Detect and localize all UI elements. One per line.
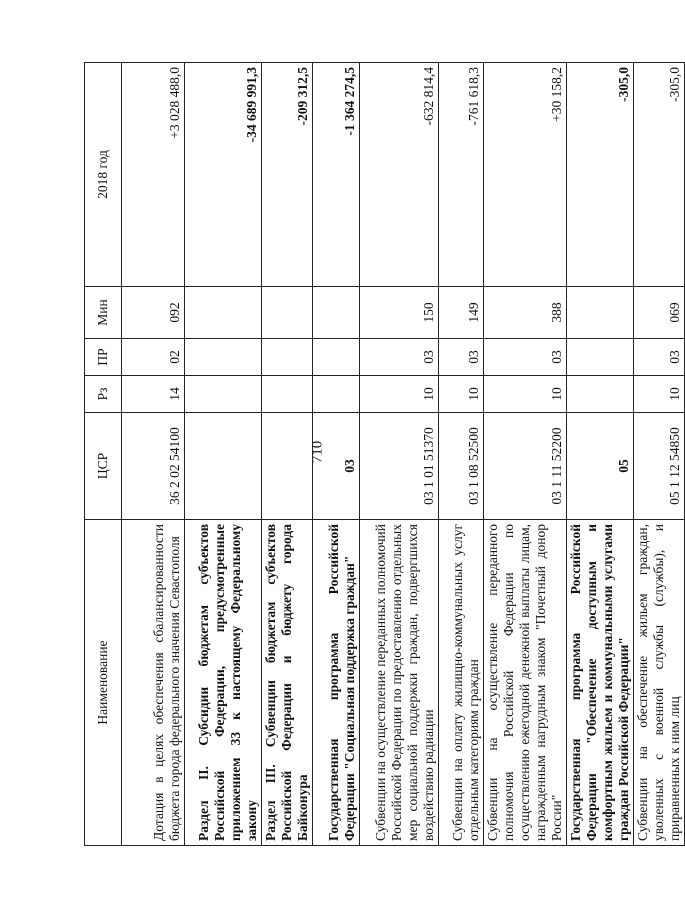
row-csr: 05 1 12 54850 [634,413,685,520]
row-csr: 03 1 08 52500 [439,413,484,520]
row-csr: 03 [313,413,360,520]
row-value: +30 158,2 [484,63,567,287]
page-number: 710 [309,440,326,464]
row-pr: 03 [360,339,439,376]
rotated-table-wrapper [84,63,682,846]
row-rz: 14 [122,376,185,413]
table-row [567,63,634,846]
row-min [313,287,360,339]
row-rz [567,376,634,413]
row-rz: 10 [360,376,439,413]
header-rz: Рз [85,376,122,413]
header-year: 2018 год [85,63,122,287]
row-csr: 03 1 11 52200 [484,413,567,520]
row-min: 149 [439,287,484,339]
table-row [439,63,484,846]
row-rz [185,376,262,413]
row-min [262,287,313,339]
header-min: Мин [85,287,122,339]
row-name: Субвенции на осуществление переданного полномочия Российской Федерации по осуществлению ежегодной денежной выплаты лицам, награжденным нагрудным знаком "Почетный донор России" [484,520,567,846]
table-row [484,63,567,846]
row-name: Государственная программа Российской Федерации "Обеспечение доступным и комфортным жильем и коммунальными услугами граждан Российской Федерации" [567,520,634,846]
row-name: Субвенции на оплату жилищно-коммунальных услуг отдельным категориям граждан [439,520,484,846]
row-pr: 02 [122,339,185,376]
row-min: 388 [484,287,567,339]
row-pr [262,339,313,376]
table-row [360,63,439,846]
row-min: 069 [634,287,685,339]
row-csr [185,413,262,520]
table-row [185,63,262,846]
row-min [567,287,634,339]
row-pr [313,339,360,376]
row-rz: 10 [484,376,567,413]
header-name: Наименование [85,520,122,846]
row-value: -1 364 274,5 [313,63,360,287]
row-name: Раздел II. Субсидии бюджетам субъектов Российской Федерации, предусмотренные приложением 33 к настоящему Федеральному закону [185,520,262,846]
row-pr [185,339,262,376]
row-name: Государственная программа Российской Федерации "Социальная поддержка граждан" [313,520,360,846]
budget-table [84,62,685,846]
header-csr: ЦСР [85,413,122,520]
row-min [185,287,262,339]
row-value: -209 312,5 [262,63,313,287]
row-pr: 03 [484,339,567,376]
row-min: 092 [122,287,185,339]
table-row [262,63,313,846]
table-row [313,63,360,846]
row-pr: 03 [439,339,484,376]
row-name: Дотация в целях обеспечения сбалансированности бюджета города федерального значения Севастополя [122,520,185,846]
row-name: Субвенции на обеспечение жильем граждан, уволенных с военной службы (службы), и приравненных к ним лиц [634,520,685,846]
row-pr [567,339,634,376]
row-csr: 03 1 01 51370 [360,413,439,520]
header-pr: ПР [85,339,122,376]
row-value: -305,0 [567,63,634,287]
row-csr: 36 2 02 54100 [122,413,185,520]
row-rz [262,376,313,413]
row-rz [313,376,360,413]
row-rz: 10 [439,376,484,413]
row-csr: 05 [567,413,634,520]
row-rz: 10 [634,376,685,413]
row-csr [262,413,313,520]
table-row [122,63,185,846]
row-name: Раздел III. Субвенции бюджетам субъектов Российской Федерации и бюджету города Байконура [262,520,313,846]
row-value: -305,0 [634,63,685,287]
row-value: -34 689 991,3 [185,63,262,287]
row-min: 150 [360,287,439,339]
row-value: -632 814,4 [360,63,439,287]
row-pr: 03 [634,339,685,376]
table-header-row [85,63,122,846]
row-value: -761 618,3 [439,63,484,287]
row-value: +3 028 488,0 [122,63,185,287]
table-row [634,63,685,846]
row-name: Субвенции на осуществление переданных полномочий Российской Федерации по предоставлению отдельных мер социальной поддержки граждан, подвергшихся воздействию радиации [360,520,439,846]
